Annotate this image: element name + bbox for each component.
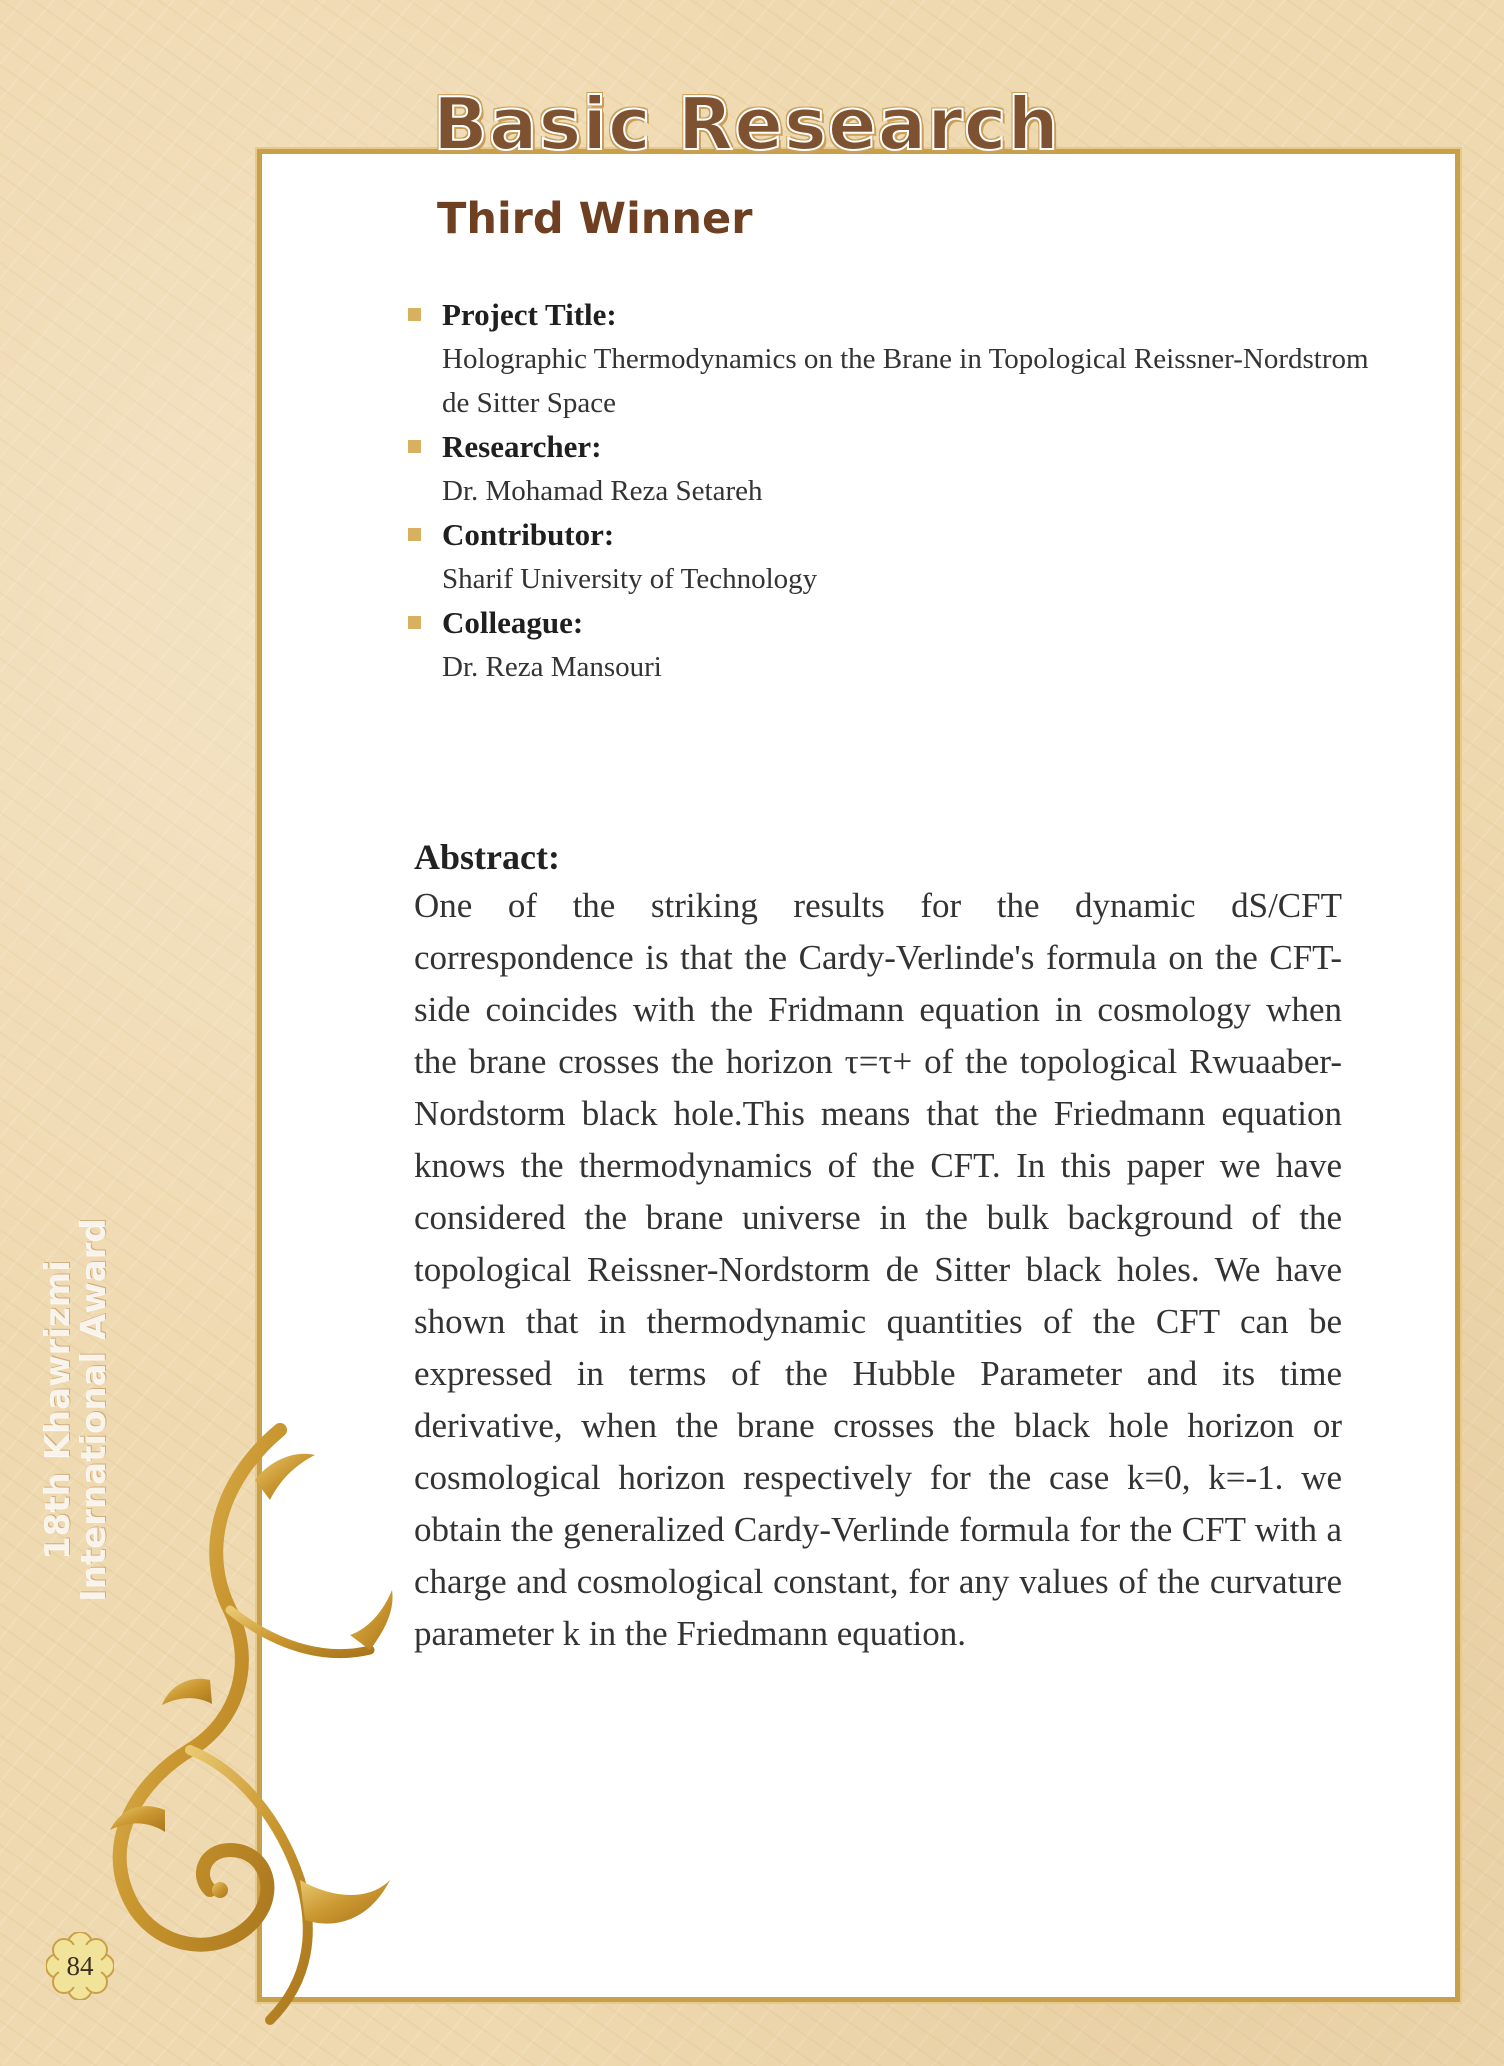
- project-info-list: [408, 293, 1388, 689]
- abstract-title: Abstract:: [414, 837, 560, 877]
- info-item-contributor: [408, 513, 1388, 601]
- abstract-body: One of the striking results for the dynamic dS/CFT correspondence is that the Cardy-Verlinde's formula on the CFT-side coincides with the Fridmann equation in cosmology when the brane crosses the horizon τ=τ+ of the topological Rwuaaber-Nordstorm black hole.This means that the Friedmann equation knows the thermodynamics of the CFT. In this paper we have considered the brane universe in the bulk background of the topological Reissner-Nordstorm de Sitter black holes. We have shown that in thermodynamic quantities of the CFT can be expressed in terms of the Hubble Parameter and its time derivative, when the brane crosses the black hole horizon or cosmological horizon respectively for the case k=0, k=-1. we obtain the generalized Cardy-Verlinde formula for the CFT with a charge and cosmological constant, for any values of the curvature parameter k in the Friedmann equation.: [414, 886, 1342, 1653]
- section-title: Basic Research: [433, 82, 1060, 166]
- info-label: Researcher:: [442, 429, 602, 464]
- info-value: Dr. Mohamad Reza Setareh: [442, 475, 763, 507]
- info-label: Colleague:: [442, 605, 584, 640]
- award-line-2: International Award: [73, 1218, 114, 1602]
- info-item-project-title: [408, 293, 1388, 425]
- square-bullet-icon: [408, 528, 421, 541]
- info-label: Project Title:: [442, 297, 617, 332]
- page-number-badge: [46, 1932, 114, 2000]
- floral-ornament-icon: [70, 1420, 400, 2040]
- square-bullet-icon: [408, 308, 421, 321]
- square-bullet-icon: [408, 440, 421, 453]
- info-item-researcher: [408, 425, 1388, 513]
- info-item-colleague: [408, 601, 1388, 689]
- award-line-1: 18th Khawrizmi: [37, 1260, 78, 1560]
- subtitle: Third Winner: [437, 194, 753, 244]
- info-label: Contributor:: [442, 517, 615, 552]
- info-value: Holographic Thermodynamics on the Brane in Topological Reissner-Nordstrom de Sitter Space: [442, 343, 1369, 419]
- info-value: Dr. Reza Mansouri: [442, 651, 662, 683]
- info-value: Sharif University of Technology: [442, 563, 818, 595]
- page-number: 84: [66, 1951, 94, 1981]
- square-bullet-icon: [408, 616, 421, 629]
